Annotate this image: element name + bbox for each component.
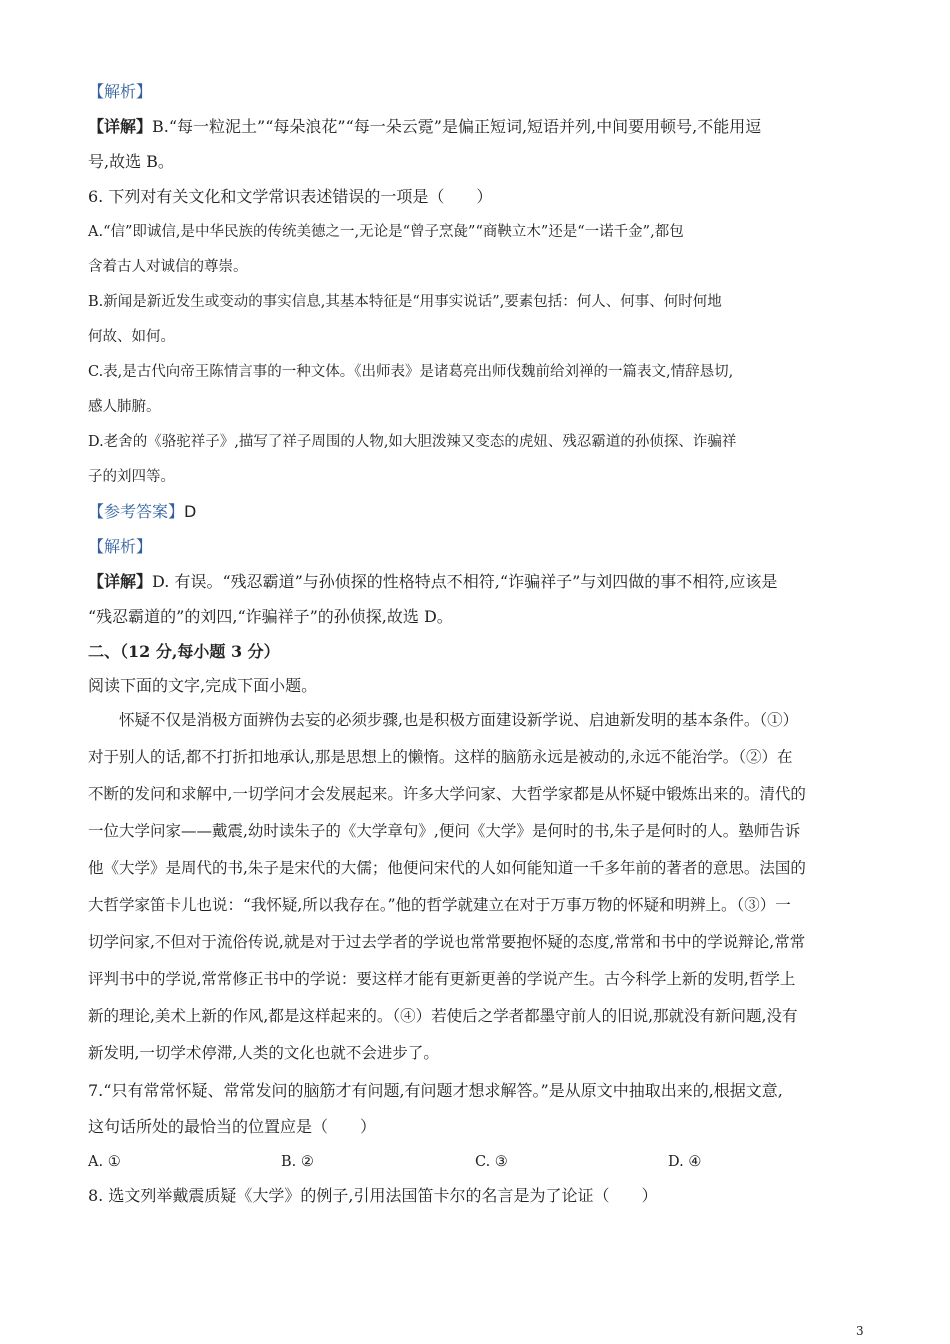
passage-line: 新的理论,美术上新的作风,都是这样起来的。（④）若使后之学者都墨守前人的旧说,那就没有新问题,没有 xyxy=(88,1007,798,1025)
passage-line: 对于别人的话,都不打折扣地承认,那是思想上的懒惰。这样的脑筋永远是被动的,永远不能治学。（②）在 xyxy=(88,748,793,766)
passage-line: 他《大学》是周代的书,朱子是宋代的大儒；他便问宋代的人如何能知道一千多年前的著者的意思。法国的 xyxy=(88,859,806,877)
passage-line: 评判书中的学说,常常修正书中的学说：要这样才能有更新更善的学说产生。古今科学上新的发明,哲学上 xyxy=(88,970,796,988)
q6-option-d: D.老舍的《骆驼祥子》,描写了祥子周围的人物,如大胆泼辣又变态的虎妞、残忍霸道的孙侦探、诈骗祥 xyxy=(88,434,737,450)
q7-option-d: D. ④ xyxy=(668,1154,702,1170)
q6-option-a: A.“信”即诚信,是中华民族的传统美德之一,无论是“曾子烹彘”“商鞅立木”还是“一诺千金”,都包 xyxy=(88,224,684,240)
detail-line-2-cont: “残忍霸道的”的刘四,“诈骗祥子”的孙侦探,故选 D。 xyxy=(88,607,453,626)
question-6-stem: 6. 下列对有关文化和文学常识表述错误的一项是（ ） xyxy=(88,187,493,206)
analysis-label-1: 【解析】 xyxy=(88,82,153,101)
passage-line: 怀疑不仅是消极方面辨伪去妄的必须步骤,也是积极方面建设新学说、启迪新发明的基本条件。（①） xyxy=(88,711,799,729)
detail-line-2: 【详解】D. 有误。“残忍霸道”与孙侦探的性格特点不相符,“诈骗祥子”与刘四做的事不相符,应该是 xyxy=(88,572,778,591)
q6-option-a-cont: 含着古人对诚信的尊崇。 xyxy=(88,259,248,275)
q6-option-b-cont: 何故、如何。 xyxy=(88,329,175,345)
passage-line: 大哲学家笛卡儿也说：“我怀疑,所以我存在。”他的哲学就建立在对于万事万物的怀疑和明辨上。（③）一 xyxy=(88,896,791,914)
passage-line: 新发明,一切学术停滞,人类的文化也就不会进步了。 xyxy=(88,1044,439,1062)
q7-option-b: B. ② xyxy=(281,1154,314,1170)
q7-option-c: C. ③ xyxy=(475,1154,508,1170)
question-7-stem-cont: 这句话所处的最恰当的位置应是（ ） xyxy=(88,1117,377,1136)
q7-option-a: A. ① xyxy=(88,1154,121,1170)
q6-option-c-cont: 感人肺腑。 xyxy=(88,399,161,415)
passage-line: 一位大学问家——戴震,幼时读朱子的《大学章句》,便问《大学》是何时的书,朱子是何时的人。塾师告诉 xyxy=(88,822,801,840)
section-2-title: 二、（12 分,每小题 3 分） xyxy=(88,642,280,661)
passage-line: 不断的发问和求解中,一切学问才会发展起来。许多大学问家、大哲学家都是从怀疑中锻炼出来的。清代的 xyxy=(88,785,806,803)
detail-line-1: 【详解】B.“每一粒泥土”“每朵浪花”“每一朵云霓”是偏正短词,短语并列,中间要用顿号,不能用逗 xyxy=(88,117,762,136)
section-2-intro: 阅读下面的文字,完成下面小题。 xyxy=(88,676,318,695)
q6-option-d-cont: 子的刘四等。 xyxy=(88,469,175,485)
question-8-stem: 8. 选文列举戴震质疑《大学》的例子,引用法国笛卡尔的名言是为了论证（ ） xyxy=(88,1186,658,1205)
reference-answer: 【参考答案】D xyxy=(88,502,197,521)
question-7-stem: 7.“只有常常怀疑、常常发问的脑筋才有问题,有问题才想求解答。”是从原文中抽取出来的,根据文意, xyxy=(88,1081,783,1100)
q6-option-b: B.新闻是新近发生或变动的事实信息,其基本特征是“用事实说话”,要素包括：何人、何事、何时何地 xyxy=(88,294,722,310)
passage-line: 切学问家,不但对于流俗传说,就是对于过去学者的学说也常常要抱怀疑的态度,常常和书中的学说辩论,常常 xyxy=(88,933,806,951)
analysis-label-2: 【解析】 xyxy=(88,537,153,556)
page-number: 3 xyxy=(856,1324,864,1338)
q6-option-c: C.表,是古代向帝王陈情言事的一种文体。《出师表》是诸葛亮出师伐魏前给刘禅的一篇表文,情辞恳切, xyxy=(88,364,734,380)
detail-line-1-cont: 号,故选 B。 xyxy=(88,152,174,171)
